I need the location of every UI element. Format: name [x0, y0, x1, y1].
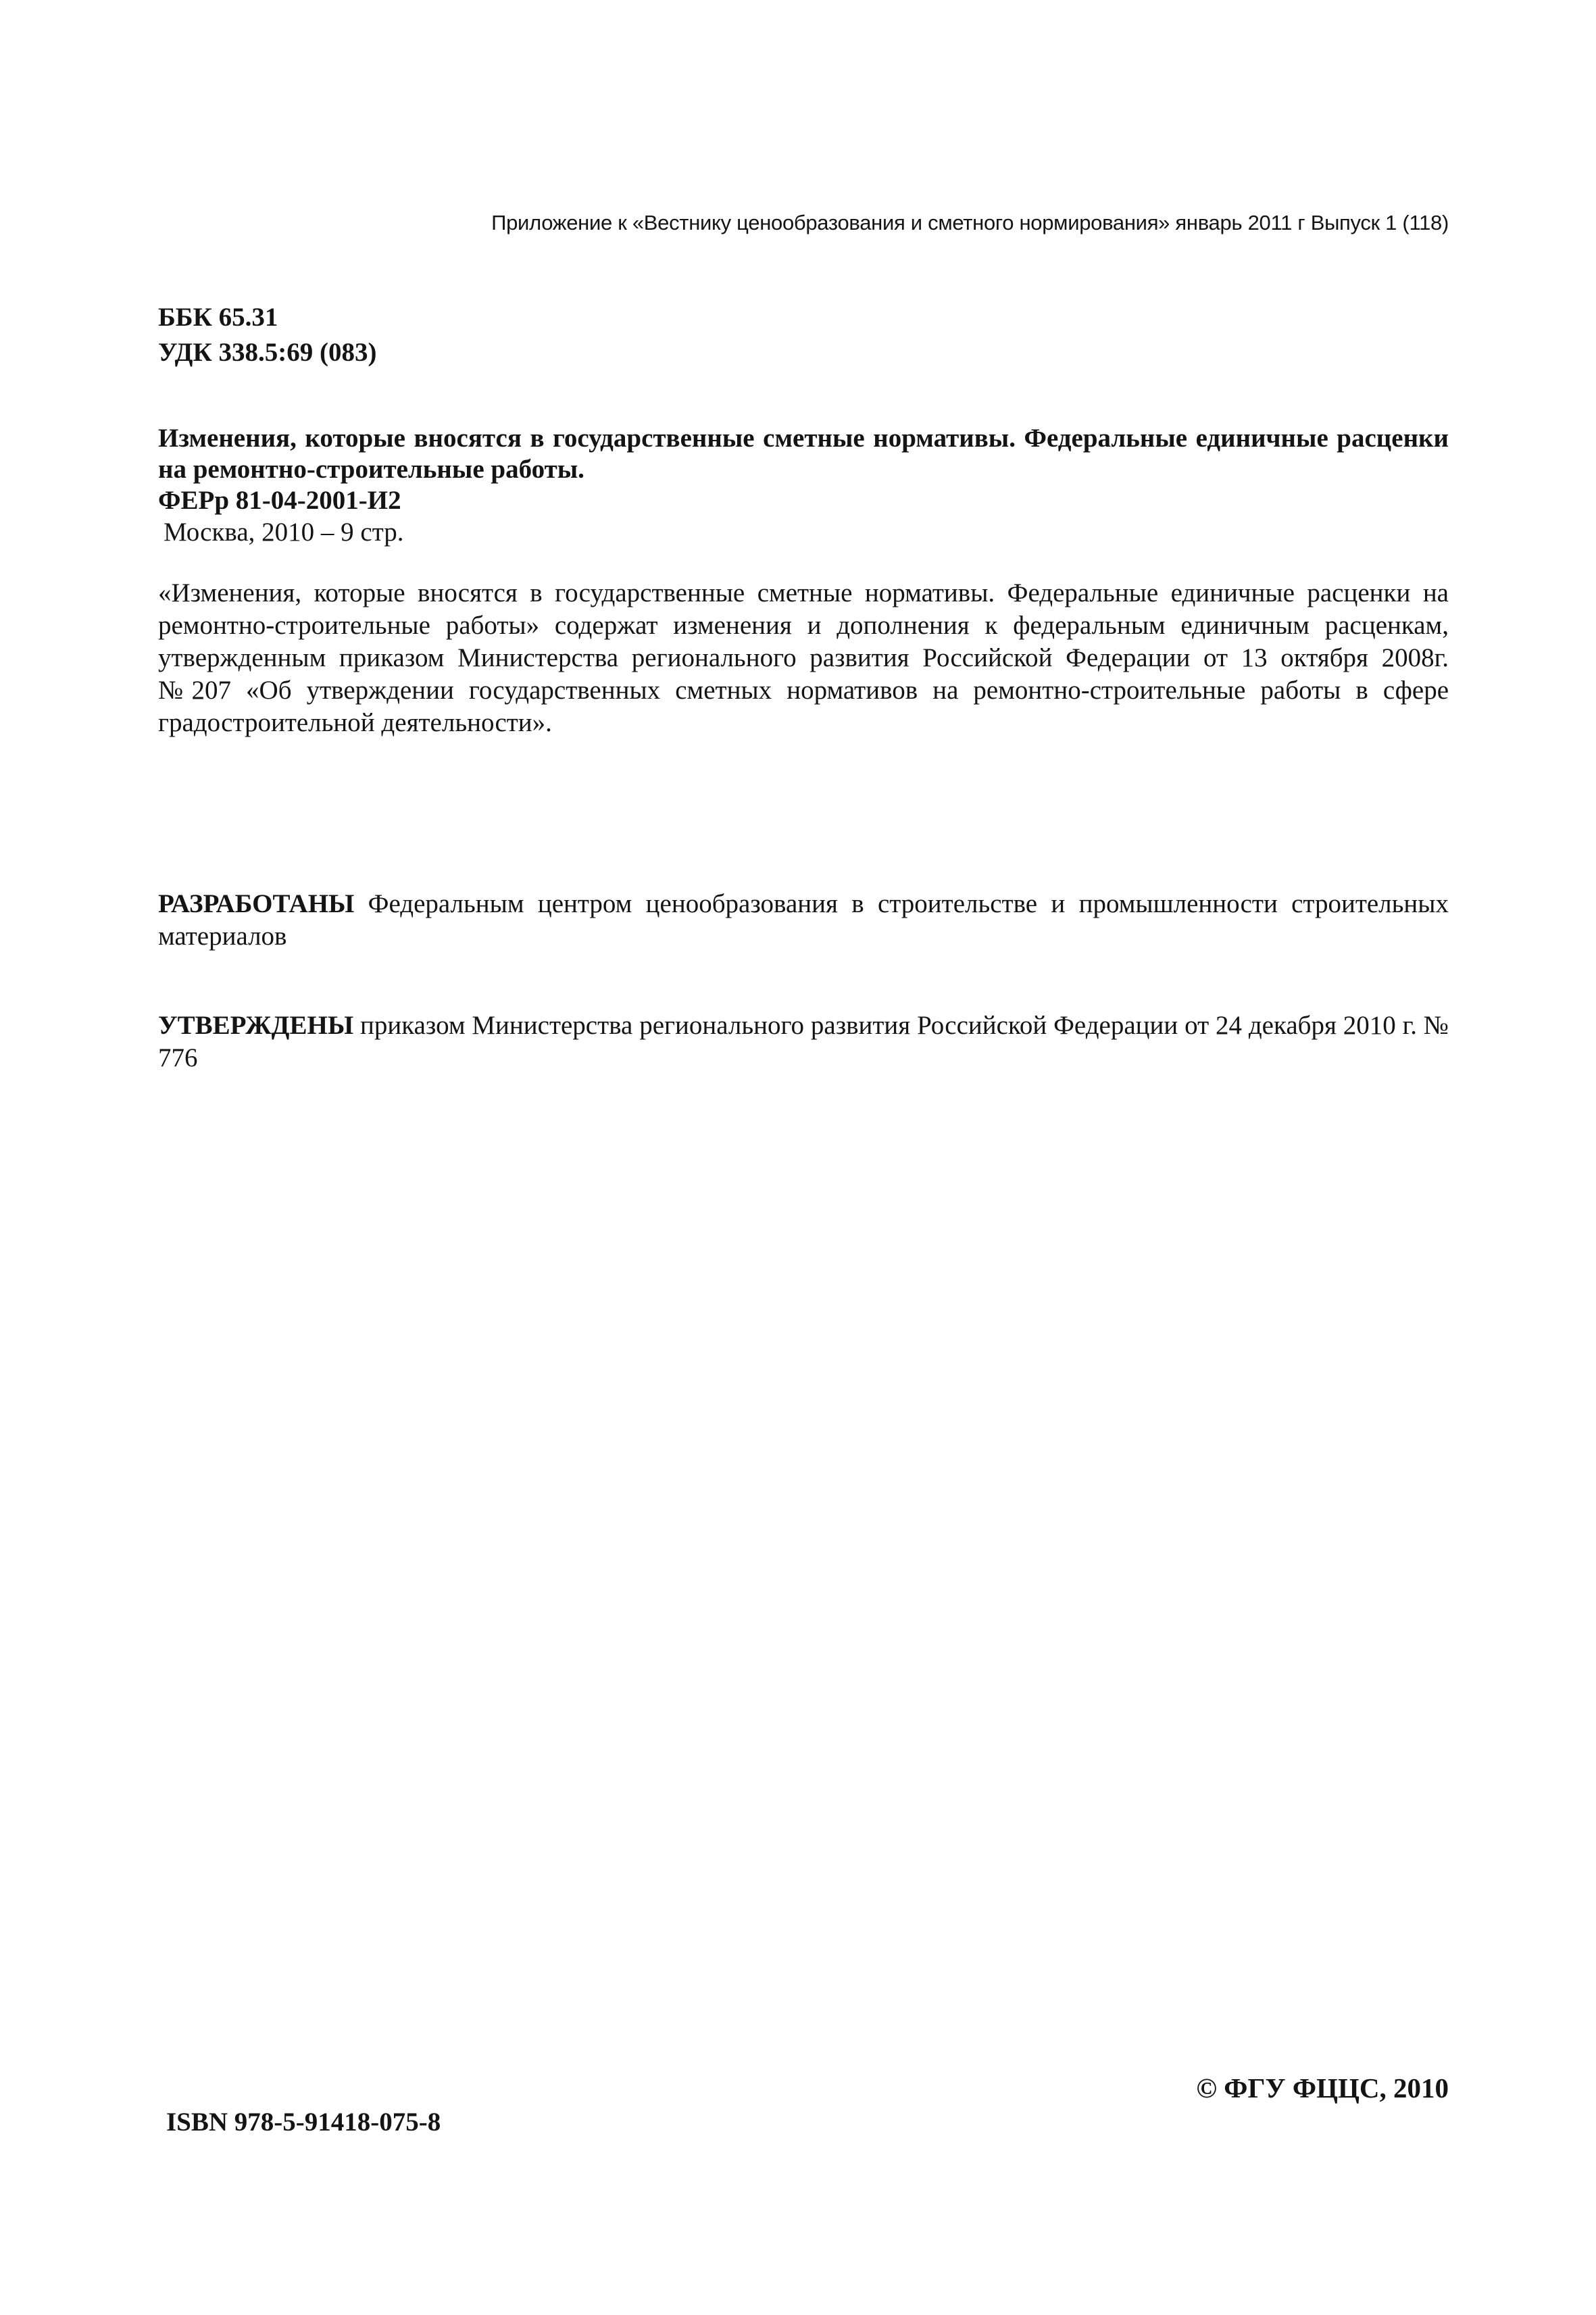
classifier-codes [158, 300, 377, 370]
approved-label: УТВЕРЖДЕНЫ [158, 1011, 354, 1040]
title-block [158, 423, 1449, 549]
approved-statement [158, 1010, 1449, 1074]
developed-label: РАЗРАБОТАНЫ [158, 889, 355, 918]
approved-text: приказом Министерства регионального развития Российской Федерации от 24 декабря 2010 г. № 776 [158, 1011, 1449, 1072]
developed-statement [158, 888, 1449, 953]
document-imprint: Москва, 2010 – 9 стр. [164, 518, 404, 547]
bbk-code: ББК 65.31 [158, 303, 278, 332]
running-header: Приложение к «Вестнику ценообразования и сметного нормирования» январь 2011 г Выпуск 1 (118) [491, 211, 1449, 234]
document-description: «Изменения, которые вносятся в государственные сметные нормативы. Федеральные единичные расценки на ремонтно-строительные работы» содержат изменения и дополнения к федеральным единичным расценкам, утвержденным приказом Министерства регионального развития Российской Федерации от 13 октября 2008г. №207 «Об утверждении государственных сметных нормативов на ремонтно-строительные работы в сфере градостроительной деятельности». [158, 578, 1449, 737]
document-title: Изменения, которые вносятся в государственные сметные нормативы. Федеральные единичные расценки на ремонтно-строительные работы. [158, 424, 1449, 484]
developed-text: Федеральным центром ценообразования в строительстве и промышленности строительных материалов [158, 889, 1449, 951]
copyright-notice: © ФГУ ФЦЦС, 2010 [1196, 2072, 1449, 2104]
isbn-number: ISBN 978-5-91418-075-8 [166, 2108, 441, 2137]
document-code: ФЕРр 81-04-2001-И2 [158, 486, 401, 515]
udk-code: УДК 338.5:69 (083) [158, 338, 377, 367]
